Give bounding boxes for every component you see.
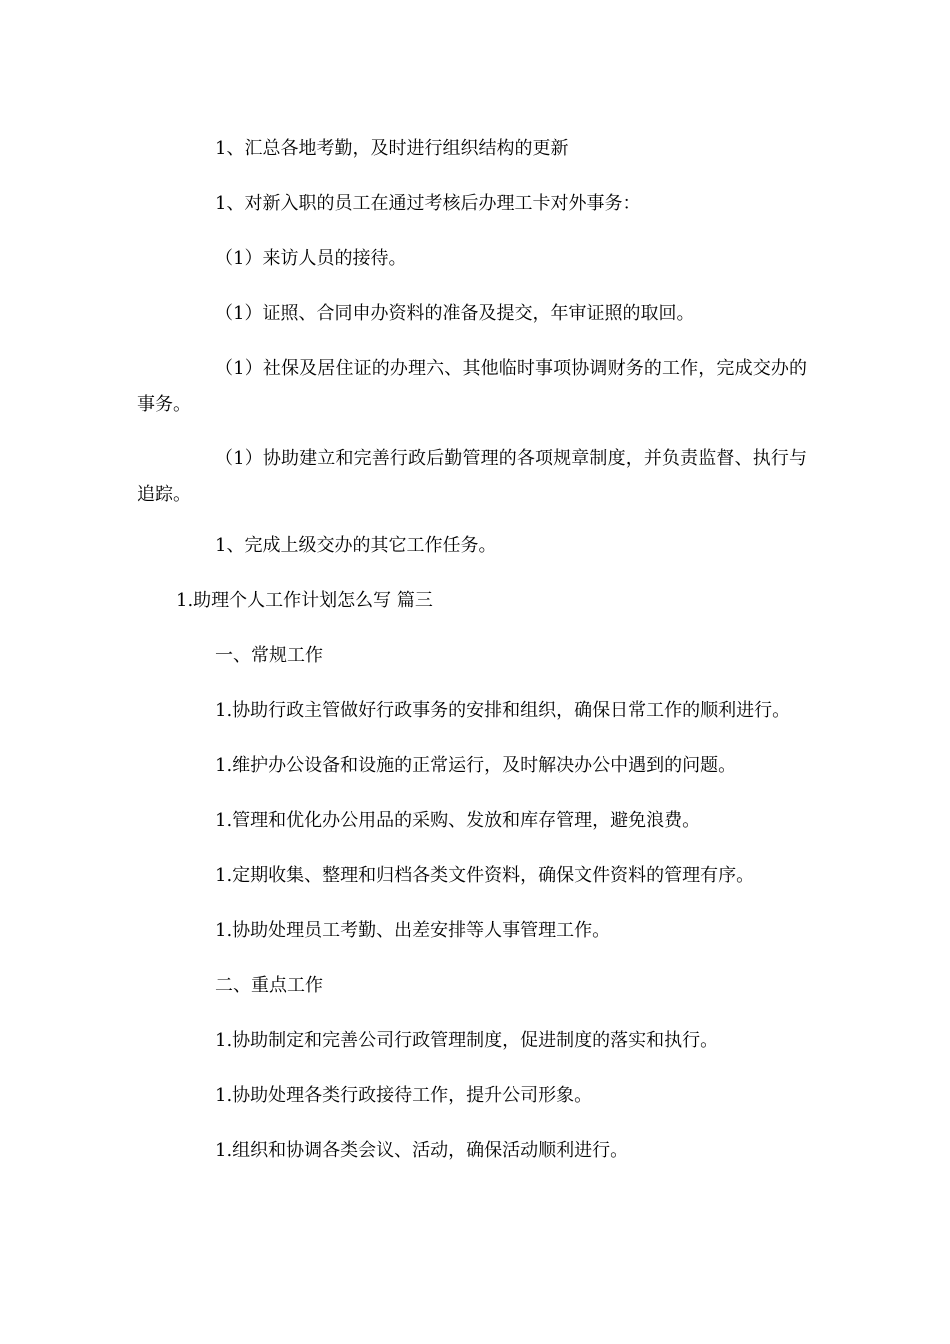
text-line: 1.协助处理各类行政接待工作，提升公司形象。 <box>215 1085 593 1106</box>
text-line: 1.协助行政主管做好行政事务的安排和组织，确保日常工作的顺利进行。 <box>215 700 791 721</box>
text-paragraph: （1）协助建立和完善行政后勤管理的各项规章制度，并负责监督、执行与追踪。 <box>137 448 807 505</box>
text-line: 1、对新入职的员工在通过考核后办理工卡对外事务： <box>215 193 641 214</box>
text-line: 1、完成上级交办的其它工作任务。 <box>215 535 497 556</box>
text-line: 1.组织和协调各类会议、活动，确保活动顺利进行。 <box>215 1140 629 1161</box>
section-heading: 二、重点工作 <box>215 975 323 996</box>
text-line: （1）证照、合同申办资料的准备及提交，年审证照的取回。 <box>215 303 695 324</box>
text-line: 1.维护办公设备和设施的正常运行，及时解决办公中遇到的问题。 <box>215 755 737 776</box>
text-line: 1、汇总各地考勤，及时进行组织结构的更新 <box>215 138 569 159</box>
text-paragraph: （1）社保及居住证的办理六、其他临时事项协调财务的工作，完成交办的事务。 <box>137 358 807 415</box>
text-line: （1）来访人员的接待。 <box>215 248 407 269</box>
text-line: 1.协助处理员工考勤、出差安排等人事管理工作。 <box>215 920 611 941</box>
section-heading: 一、常规工作 <box>215 645 323 666</box>
text-line: 1.管理和优化办公用品的采购、发放和库存管理，避免浪费。 <box>215 810 701 831</box>
text-line: 1.定期收集、整理和归档各类文件资料，确保文件资料的管理有序。 <box>215 865 755 886</box>
section-title: 1.助理个人工作计划怎么写 篇三 <box>176 590 433 611</box>
text-line: 1.协助制定和完善公司行政管理制度，促进制度的落实和执行。 <box>215 1030 719 1051</box>
